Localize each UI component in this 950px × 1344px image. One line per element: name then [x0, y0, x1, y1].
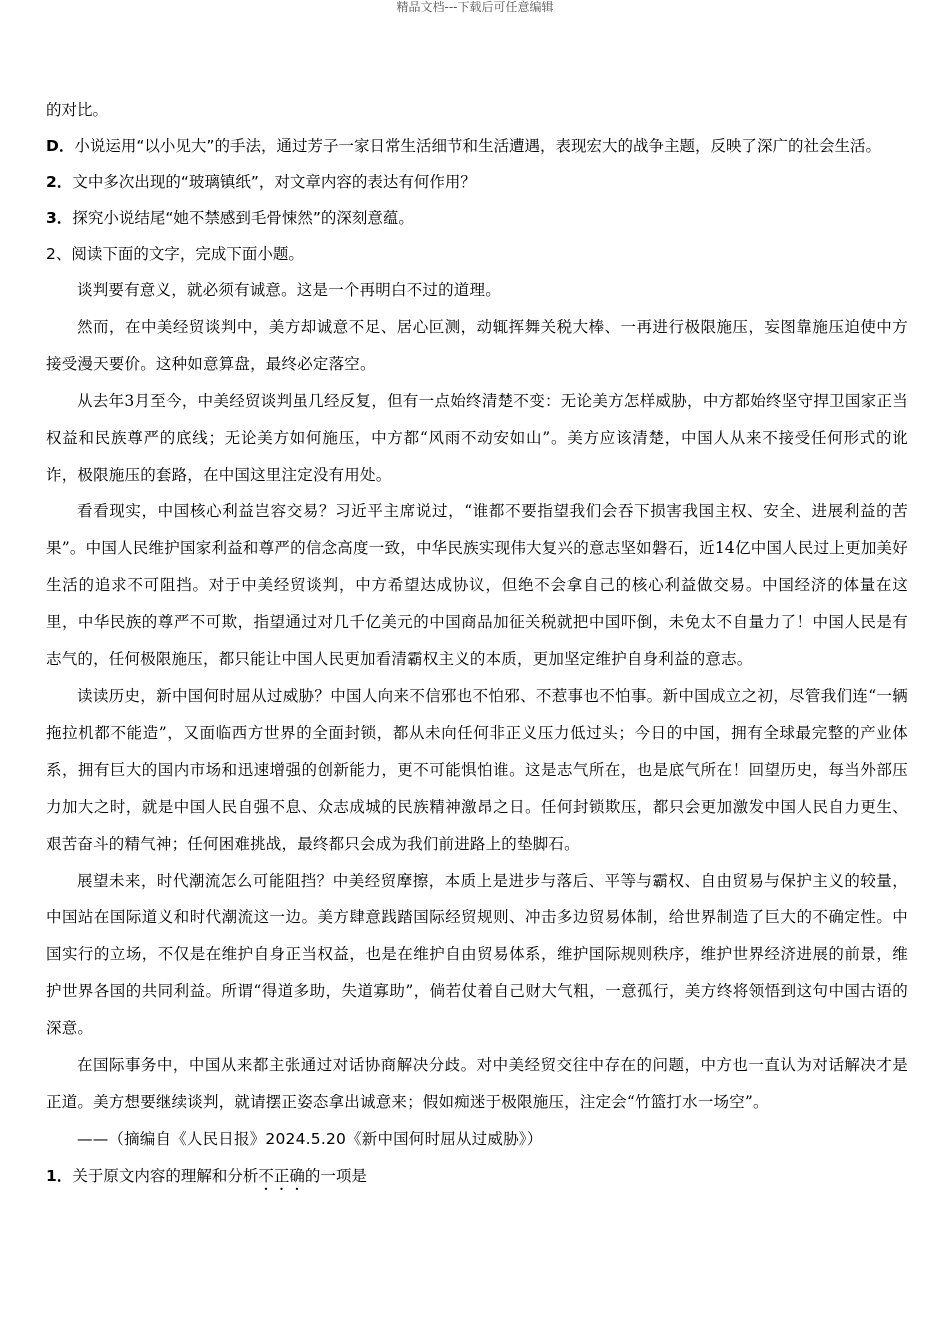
option-label: D: [46, 137, 59, 155]
question-line: [46, 92, 908, 128]
article: [46, 272, 908, 1158]
article-paragraph: 然而，在中美经贸谈判中，美方却诚意不足、居心叵测，动辄挥舞关税大棒、一再进行极限施压，妄图靠施压迫使中方接受漫天要价。这种如意算盘，最终必定落空。: [46, 317, 908, 373]
option-text: 小说运用“以小见大”的手法，通过芳子一家日常生活细节和生活遭遇，表现宏大的战争主题，反映了深广的社会生活。: [74, 137, 881, 155]
article-paragraph: 谈判要有意义，就必须有诚意。这是一个再明白不过的道理。: [77, 281, 501, 299]
article-paragraph: 看看现实，中国核心利益岂容交易？习近平主席说过，“谁都不要指望我们会吞下损害我国主权、安全、进展利益的苦果”。中国人民维护国家利益和尊严的信念高度一致，中华民族实现伟大复兴的意志坚如磐石，近14亿中国人民过上更加美好生活的追求不可阻挡。对于中美经贸谈判，中方希望达成协议，但绝不会拿自己的核心利益做交易。中国经济的体量在这里，中华民族的尊严不可欺，指望通过对几千亿美元的中国商品加征关税就把中国吓倒，未免太不自量力了！中国人民是有志气的，任何极限施压，都只能让中国人民更加看清霸权主义的本质，更加坚定维护自身利益的意志。: [46, 502, 908, 669]
question-3: 3．探究小说结尾“她不禁感到毛骨悚然”的深刻意蕴。: [46, 209, 414, 227]
article-paragraph: 展望未来，时代潮流怎么可能阻挡？中美经贸摩擦，本质上是进步与落后、平等与霸权、自由贸易与保护主义的较量，中国站在国际道义和时代潮流这一边。美方肆意践踏国际经贸规则、冲击多边贸易体制，给世界制造了巨大的不确定性。中国实行的立场，不仅是在维护自身正当权益，也是在维护自由贸易体系，维护国际规则秩序，维护世界经济进展的前景，维护世界各国的共同利益。所谓“得道多助，失道寡助”，倘若仗着自己财大气粗，一意孤行，美方终将领悟到这句中国古语的深意。: [46, 871, 908, 1038]
option-d: D．小说运用“以小见大”的手法，通过芳子一家日常生活细节和生活遭遇，表现宏大的战争主题，反映了深广的社会生活。: [46, 137, 881, 155]
section-title: 2、阅读下面的文字，完成下面小题。: [46, 245, 304, 263]
question-text: 文中多次出现的“玻璃镇纸”，对文章内容的表达有何作用？: [72, 173, 476, 191]
document-body: [46, 92, 908, 1194]
question-number: 3: [46, 209, 57, 227]
article-paragraph: 在国际事务中，中国从来都主张通过对话协商解决分歧。对中美经贸交往中存在的问题，中方也一直认为对话解决才是正道。美方想要继续谈判，就请摆正姿态拿出诚意来；假如痴迷于极限施压，注定会“竹篮打水一场空”。: [46, 1056, 908, 1111]
question-2: 2．文中多次出现的“玻璃镇纸”，对文章内容的表达有何作用？: [46, 173, 476, 191]
page-header: 精品文档---下载后可任意编辑: [396, 0, 554, 14]
article-source: ——（摘编自《人民日报》2024.5.20《新中国何时屈从过威胁》）: [77, 1129, 543, 1148]
question-text: 探究小说结尾“她不禁感到毛骨悚然”的深刻意蕴。: [72, 209, 414, 227]
article-paragraph: 读读历史，新中国何时屈从过威胁？中国人向来不信邪也不怕邪、不惹事也不怕事。新中国成立之初，尽管我们连“一辆拖拉机都不能造”，又面临西方世界的全面封锁，都从未向任何非正义压力低过头；今日的中国，拥有全球最完整的产业体系，拥有巨大的国内市场和迅速增强的创新能力，更不可能惧怕谁。这是志气所在，也是底气所在！回望历史，每当外部压力加大之时，就是中国人民自强不息、众志成城的民族精神激昂之日。任何封锁欺压，都只会更加激发中国人民自力更生、艰苦奋斗的精气神；任何困难挑战，最终都只会成为我们前进路上的垫脚石。: [46, 686, 908, 853]
final-question: 1．关于原文内容的理解和分析不正确的一项是: [46, 1166, 367, 1185]
emphasis-text: 不正确: [258, 1166, 305, 1185]
question-text: 的对比。: [46, 101, 109, 119]
question-number: 1: [46, 1166, 57, 1185]
question-number: 2: [46, 173, 57, 191]
article-paragraph: 从去年3月至今，中美经贸谈判虽几经反复，但有一点始终清楚不变：无论美方怎样威胁，中方都始终坚守捍卫国家正当权益和民族尊严的底线；无论美方如何施压，中方都“风雨不动安如山”。美方应该清楚，中国人从来不接受任何形式的讹诈，极限施压的套路，在中国这里注定没有用处。: [46, 391, 908, 484]
